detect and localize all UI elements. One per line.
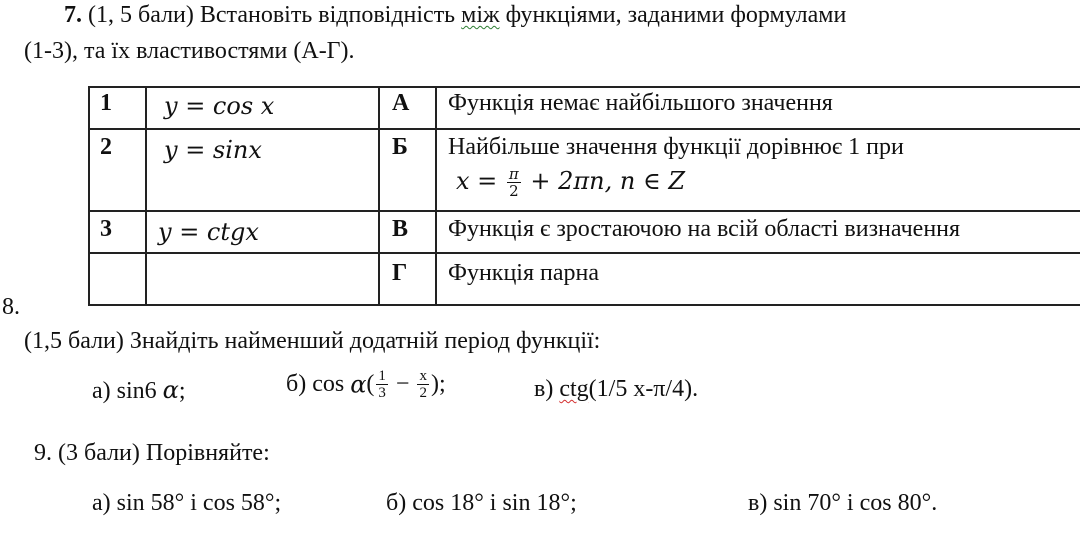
frac-denominator: 2: [419, 385, 427, 401]
table-cell-num: 3: [100, 216, 112, 242]
frac-numerator: x: [419, 368, 427, 384]
table-vline: [378, 86, 380, 306]
table-hline: [88, 252, 1080, 254]
q7-underlined-word: між: [461, 2, 500, 28]
table-cell-property: Найбільше значення функції дорівнює 1 при: [448, 134, 904, 160]
frac-denominator: 3: [378, 385, 386, 401]
table-hline: [88, 304, 1080, 306]
q7-text-part1: Встановіть відповідність: [199, 2, 462, 28]
frac-denominator: 2: [509, 182, 519, 200]
table-cell-property: Функція немає найбільшого значення: [448, 90, 833, 116]
table-cell-formula: y = sinx: [164, 136, 262, 164]
frac-numerator: 1: [378, 368, 386, 384]
q7-line2: (1-3), та їх властивостями (А-Г).: [24, 38, 355, 64]
q8-c-rest: (1/5 x-π/4).: [588, 376, 699, 402]
q8-c-label: в): [534, 376, 560, 402]
q8-number: 8.: [2, 294, 20, 320]
table-cell-num: 2: [100, 134, 112, 160]
q7-line1: [64, 2, 846, 29]
table-hline: [88, 128, 1080, 130]
frac-numerator: π: [508, 165, 519, 183]
q7-number: 7.: [64, 2, 82, 28]
q8-b-close: );: [430, 371, 446, 397]
table-cell-letter: Г: [392, 260, 408, 286]
q8-item-b: [286, 368, 446, 401]
q7-points: (1, 5 бали): [88, 2, 194, 28]
q9-item-a: а) sin 58° і cos 58°;: [92, 490, 282, 516]
table-cell-letter: Б: [392, 134, 408, 160]
q8-a-var: α: [162, 376, 179, 404]
table-cell-letter: В: [392, 216, 409, 242]
q8-b-minus: −: [389, 371, 416, 397]
q8-b-var: α: [350, 370, 367, 399]
table-vline: [88, 86, 90, 306]
table-cell-letter: А: [392, 90, 410, 116]
table-cell-num: 1: [100, 90, 112, 116]
table-cell-formula: y = cos x: [164, 92, 275, 120]
table-cell-formula: y = ctgx: [158, 218, 259, 246]
table-vline: [145, 86, 147, 306]
q7-text-part2: функціями, заданими формулами: [499, 2, 847, 28]
q8-a-end: ;: [178, 378, 186, 404]
table-cell-property: Функція є зростаючою на всій області визначення: [448, 216, 961, 242]
formula-rhs: + 2πn, n ∈ Z: [522, 167, 686, 195]
q8-b-fraction-2: [417, 368, 429, 401]
q9-text: 9. (3 бали) Порівняйте:: [34, 440, 270, 466]
table-cell-property: Функція парна: [448, 260, 600, 286]
formula-lhs: x =: [456, 167, 505, 195]
q8-a-label: а) sin6: [92, 378, 163, 404]
pi-over-two-fraction: [507, 166, 521, 199]
q8-b-fraction-1: [376, 368, 388, 401]
table-cell-property-formula: [456, 166, 685, 199]
q8-text: (1,5 бали) Знайдіть найменший додатній період функції:: [24, 328, 601, 354]
table-hline: [88, 86, 1080, 88]
q8-b-open: (: [366, 371, 375, 397]
q8-item-c: [534, 376, 698, 403]
q8-c-fn: ctg: [559, 376, 589, 402]
table-hline: [88, 210, 1080, 212]
table-vline: [435, 86, 437, 306]
q9-item-b: б) cos 18° і sin 18°;: [386, 490, 577, 516]
q8-item-a: [92, 376, 186, 405]
q9-item-c: в) sin 70° і cos 80°.: [748, 490, 938, 516]
q8-b-label: б) cos: [286, 371, 351, 397]
